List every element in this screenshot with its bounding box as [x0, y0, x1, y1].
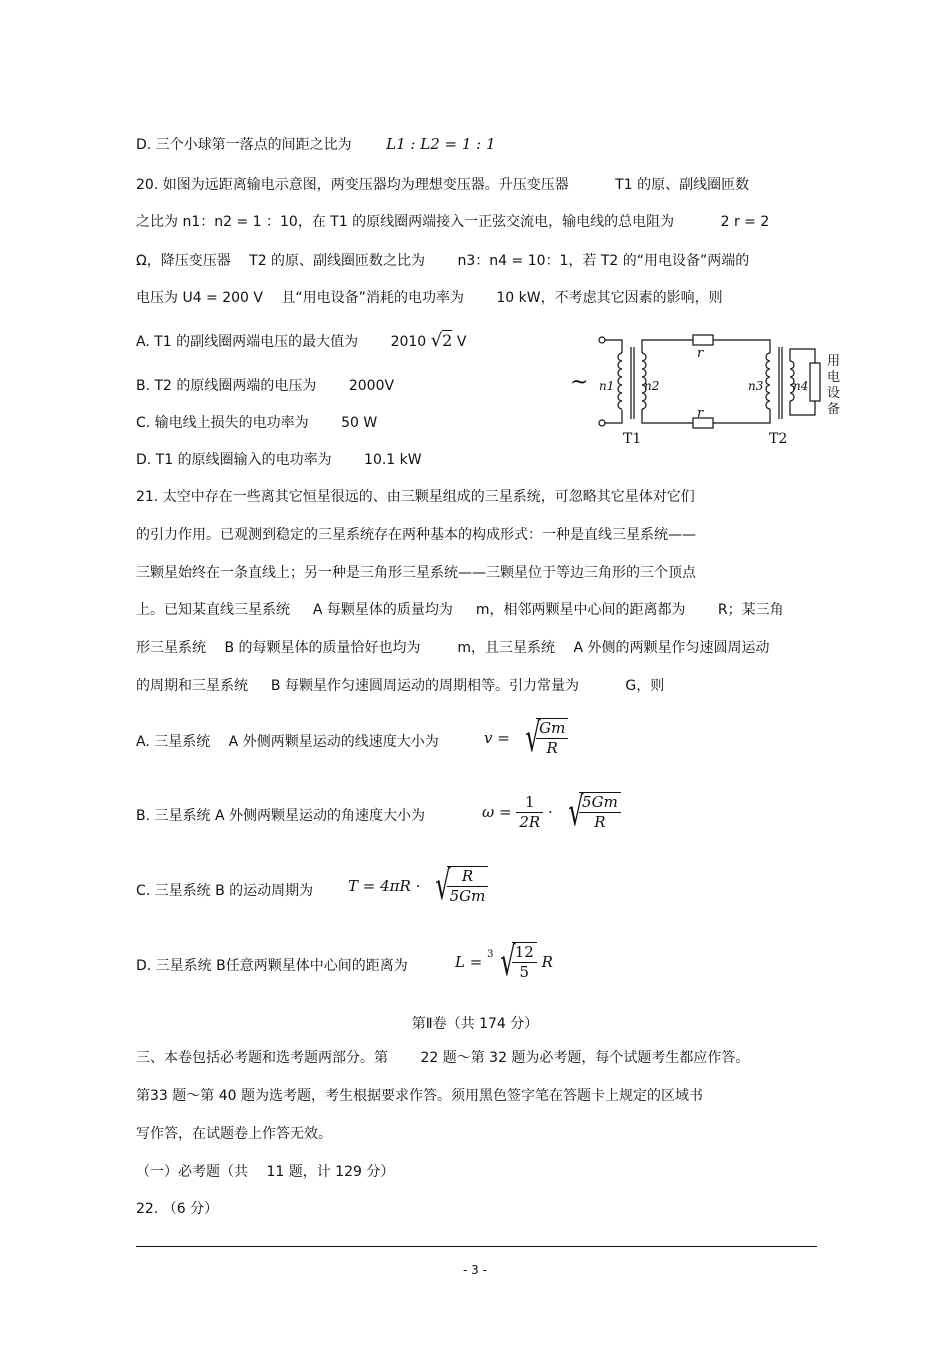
q21-option-d-formula: [455, 939, 553, 985]
sqrt-symbol: √2: [430, 330, 453, 351]
t2-primary-coil: [766, 353, 770, 409]
q21-line-6: 的周期和三星系统 B 每颗星作匀速圆周运动的周期相等。引力常量为 G，则: [136, 678, 665, 694]
input-terminal-bottom: [599, 420, 605, 426]
q21-option-b-formula: [482, 789, 621, 835]
load-label-char-1: 用: [827, 354, 841, 369]
q20-line-1: 20. 如图为远距离输电示意图，两变压器均为理想变压器。升压变压器 T1 的原、副线圈匝数: [136, 177, 750, 193]
ac-source-symbol: ~: [570, 370, 589, 395]
q21-option-b-dot: ·: [547, 803, 553, 821]
load-label-char-4: 备: [827, 402, 841, 417]
q21-option-d-lhs: L =: [455, 953, 483, 971]
q21-option-d-tail: R: [541, 953, 553, 971]
q21-option-a-lhs: v =: [484, 729, 510, 747]
q20-option-a-radicand: 2: [442, 331, 453, 350]
q21-option-c-lhs: T = 4πR ·: [348, 877, 421, 895]
load-lead-top: [790, 349, 815, 363]
q21-line-5: 形三星系统 B 的每颗星体的质量恰好也均为 m，且三星系统 A 外侧的两颗星作匀速圆周运动: [136, 640, 770, 656]
line-bottom-left: [642, 409, 693, 423]
q21-option-b-lhs: ω =: [482, 803, 512, 821]
q21-option-d-num: 12: [512, 943, 537, 963]
q20-line-2: 之比为 n1：n2 = 1 ：10，在 T1 的原线圈两端接入一正弦交流电，输电线的总电阻为 2 r = 2: [136, 214, 770, 230]
q20-option-a-unit: V: [456, 334, 467, 350]
q21-option-d: D. 三星系统 B任意两颗星体中心间的距离为: [136, 958, 408, 974]
q20-option-b: B. T2 的原线圈两端的电压为 2000V: [136, 378, 395, 394]
sqrt-symbol: √ $\frac{5Gm}{R}$: [558, 792, 621, 832]
q21-option-b-rad-den: R: [594, 813, 606, 831]
q21-line-3: 三颗星始终在一条直线上；另一种是三角形三星系统——三颗星位于等边三角形的三个顶点: [136, 565, 696, 581]
sqrt-symbol: √ $\frac{R}{5Gm}$: [425, 866, 488, 906]
q21-option-b: B. 三星系统 A 外侧两颗星运动的角速度大小为: [136, 808, 425, 824]
n3-label: n3: [748, 379, 764, 393]
load-label-char-3: 设: [827, 386, 841, 401]
q21-line-1: 21. 太空中存在一些离其它恒星很远的、由三颗星组成的三星系统，可忽略其它星体对它们: [136, 489, 695, 505]
q21-option-c: C. 三星系统 B 的运动周期为: [136, 883, 314, 899]
t1-primary-lead-bottom: [605, 410, 622, 423]
section-2-required: （一）必考题（共 11 题，计 129 分）: [136, 1164, 395, 1180]
load-label-char-2: 电: [827, 370, 841, 385]
q21-option-d-den: 5: [519, 963, 530, 981]
q20-option-a: [136, 332, 466, 351]
transmission-circuit-diagram: [565, 325, 855, 450]
load-device: [810, 363, 820, 401]
line-bottom-right: [713, 409, 770, 423]
q19-option-d: [136, 135, 496, 154]
q21-option-b-frac-den: 2R: [519, 812, 541, 831]
q21-option-c-num: R: [447, 867, 489, 887]
input-terminal-top: [599, 337, 605, 343]
q20-line-4: 电压为 U4 = 200 V 且“用电设备”消耗的电功率为 10 kW，不考虑其它因素的影响，则: [136, 290, 723, 306]
q21-option-c-formula: [348, 863, 488, 909]
q21-line-2: 的引力作用。已观测到稳定的三星系统存在两种基本的构成形式：一种是直线三星系统——: [136, 527, 696, 543]
q20-option-a-text: A. T1 的副线圈两端电压的最大值为 2010: [136, 334, 427, 350]
t1-primary-coil: [618, 353, 622, 409]
q21-option-a-den: R: [546, 739, 558, 757]
q21-option-a-num: Gm: [536, 719, 568, 739]
resistor-top-label: r: [697, 346, 704, 361]
n1-label: n1: [599, 379, 615, 393]
t1-primary-lead-top: [605, 340, 622, 353]
q21-option-a-formula: [484, 715, 568, 761]
q22-heading: 22. （6 分）: [136, 1201, 219, 1217]
resistor-top: [693, 335, 713, 345]
load-lead-bottom: [790, 401, 815, 415]
footer-divider: [136, 1246, 817, 1247]
n4-label: n4: [793, 379, 809, 393]
sqrt-symbol: √ $\frac{Gm}{R}$: [515, 718, 569, 758]
t1-label: T1: [623, 431, 642, 447]
page-number: - 3 -: [463, 1263, 487, 1277]
resistor-bottom-label: r: [697, 406, 704, 421]
line-top-right: [713, 340, 770, 353]
q21-option-a: A. 三星系统 A 外侧两颗星运动的线速度大小为: [136, 734, 439, 750]
cube-root-symbol: √ $\frac{12}{5}$: [490, 942, 537, 982]
q21-option-c-den: 5Gm: [449, 887, 486, 905]
line-top-left: [642, 340, 693, 353]
section-2-title: 第Ⅱ卷（共 174 分）: [411, 1016, 539, 1032]
q20-option-c: C. 输电线上损失的电功率为 50 W: [136, 415, 378, 431]
n2-label: n2: [644, 379, 660, 393]
section-2-intro-1: 三、本卷包括必考题和选考题两部分。第 22 题～第 32 题为必考题，每个试题考生都应作答。: [136, 1050, 750, 1066]
section-2-intro-2: 第33 题～第 40 题为选考题，考生根据要求作答。须用黑色签字笔在答题卡上规定的区域书: [136, 1088, 703, 1104]
section-2-intro-3: 写作答，在试题卷上作答无效。: [136, 1126, 332, 1142]
q19-option-d-text: D. 三个小球第一落点的间距之比为: [136, 137, 352, 153]
q19-option-d-formula: L1 : L2 = 1 : 1: [386, 135, 496, 153]
q21-line-4: 上。已知某直线三星系统 A 每颗星体的质量均为 m，相邻两颗星中心间的距离都为 R；某三角: [136, 602, 784, 618]
q21-option-b-rad-num: 5Gm: [579, 793, 621, 813]
q21-option-b-frac-num: 1: [516, 793, 543, 813]
q20-option-d: D. T1 的原线圈输入的电功率为 10.1 kW: [136, 452, 422, 468]
q20-line-3: Ω，降压变压器 T2 的原、副线圈匝数之比为 n3：n4 = 10：1，若 T2 的“用电设备”两端的: [136, 253, 750, 269]
q21-option-d-root-index: 3: [487, 948, 494, 960]
t2-label: T2: [769, 431, 788, 447]
